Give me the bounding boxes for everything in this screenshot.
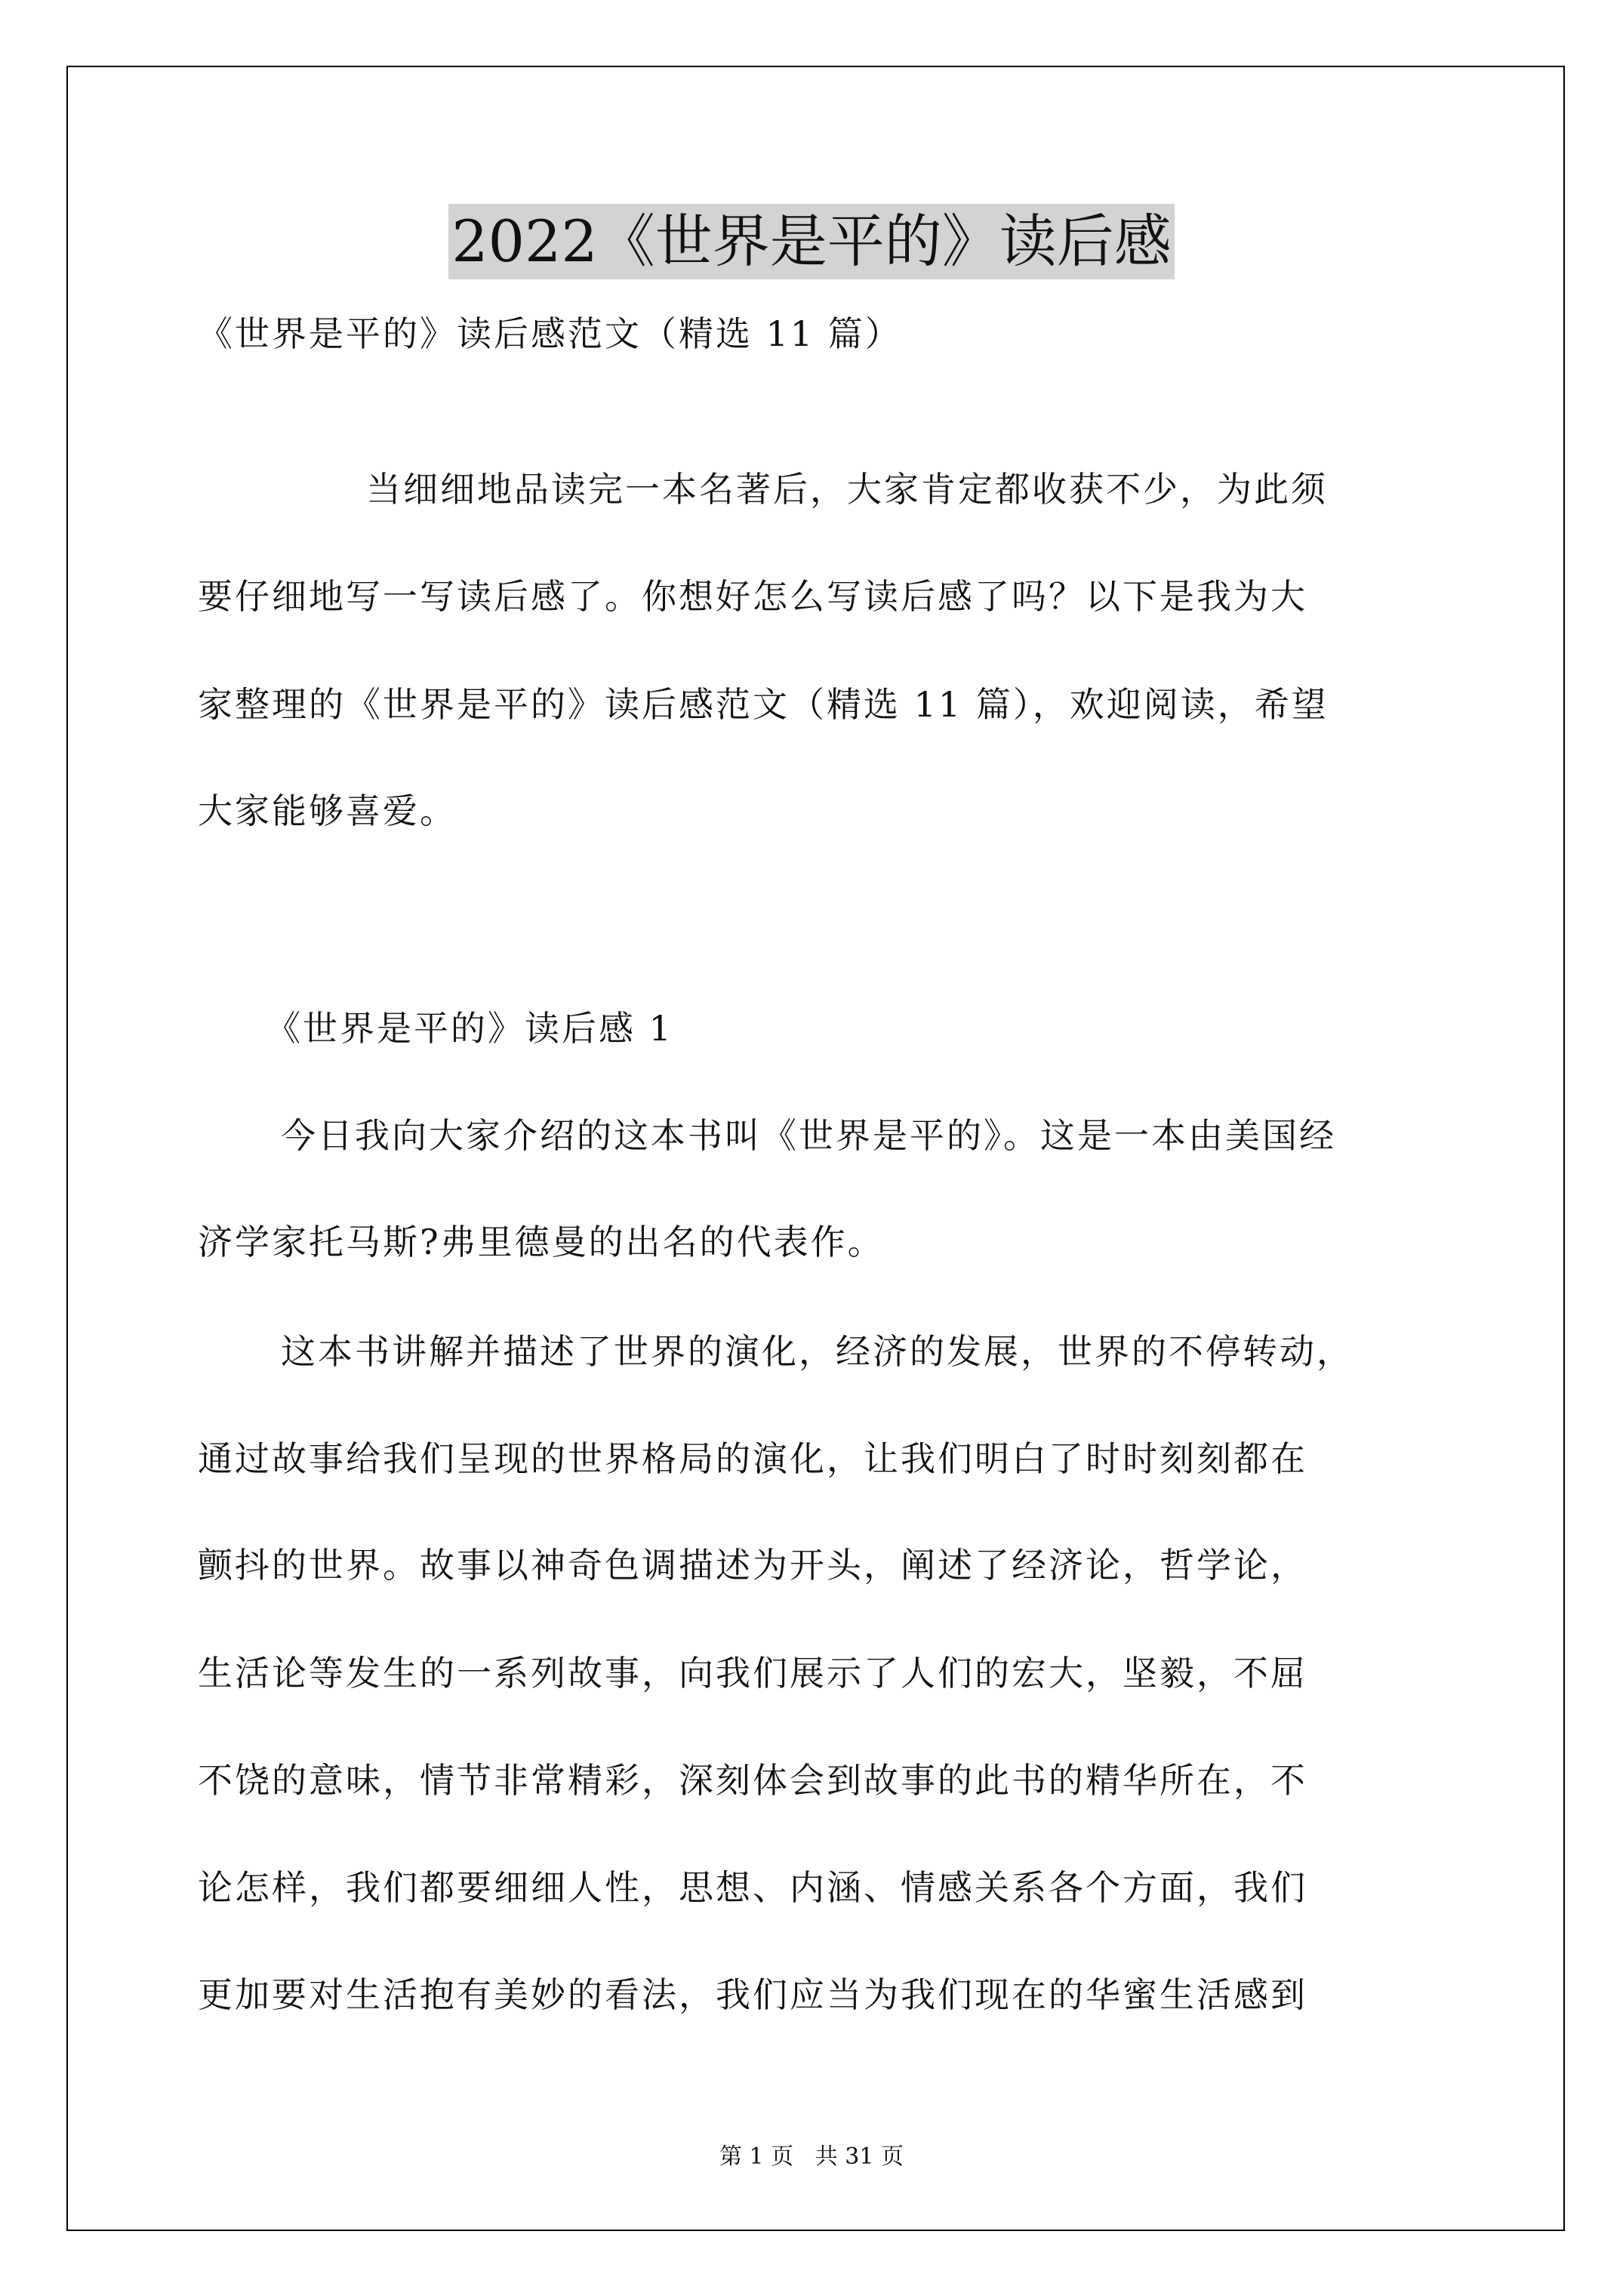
paragraph-line: 这本书讲解并描述了世界的演化，经济的发展，世界的不停转动，	[281, 1331, 1354, 1372]
title-container	[0, 204, 1623, 279]
intro-line: 要仔细地写一写读后感了。你想好怎么写读后感了吗？以下是我为大	[198, 576, 1307, 617]
paragraph-line: 今日我向大家介绍的这本书叫《世界是平的》。这是一本由美国经	[281, 1115, 1336, 1156]
paragraph-line: 不饶的意味，情节非常精彩，深刻体会到故事的此书的精华所在，不	[198, 1760, 1307, 1801]
document-title: 2022《世界是平的》读后感	[448, 204, 1174, 279]
paragraph-line: 生活论等发生的一系列故事，向我们展示了人们的宏大，坚毅，不屈	[198, 1653, 1307, 1693]
paragraph-line: 论怎样，我们都要细细人性，思想、内涵、情感关系各个方面，我们	[198, 1867, 1307, 1908]
paragraph-line: 通过故事给我们呈现的世界格局的演化，让我们明白了时时刻刻都在	[198, 1438, 1307, 1479]
paragraph-line: 济学家托马斯?弗里德曼的出名的代表作。	[198, 1222, 885, 1262]
paragraph-line: 颤抖的世界。故事以神奇色调描述为开头，阐述了经济论，哲学论，	[198, 1545, 1307, 1586]
intro-line: 家整理的《世界是平的》读后感范文（精选 11 篇），欢迎阅读，希望	[198, 684, 1329, 725]
intro-line: 大家能够喜爱。	[198, 791, 457, 831]
paragraph-line: 更加要对生活抱有美妙的看法，我们应当为我们现在的华蜜生活感到	[198, 1974, 1307, 2015]
section-heading: 《世界是平的》读后感 1	[266, 1008, 673, 1049]
page-footer: 第 1 页 共 31 页	[719, 2143, 904, 2170]
document-subtitle: 《世界是平的》读后感范文（精选 11 篇）	[198, 313, 902, 354]
intro-line: 当细细地品读完一本名著后，大家肯定都收获不少，为此须	[366, 469, 1328, 510]
